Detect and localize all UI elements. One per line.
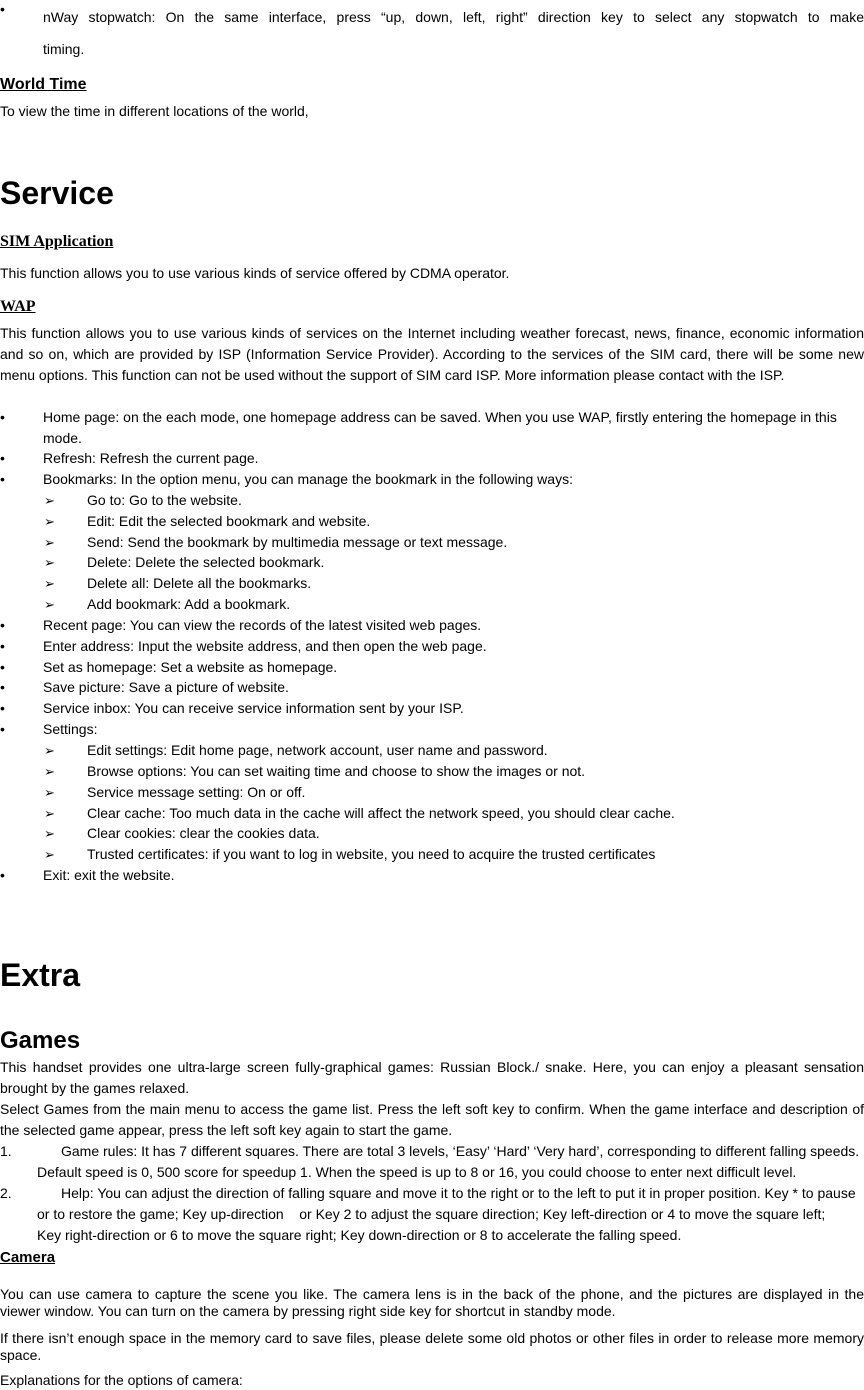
rule-2-line-3: Key right-direction or 6 to move the square right; Key down-direction or 8 to accelerate the falling speed. [37, 1227, 682, 1243]
edit-settings-text: Edit settings: Edit home page, network account, user name and password. [87, 742, 548, 758]
home-page-text: Home page: on the each mode, one homepage address can be saved. When you use WAP, firstly entering the homepage in this mode. [43, 409, 837, 446]
bullet-bookmarks [0, 469, 864, 490]
arrow-bullet-icon: ➢ [44, 847, 55, 862]
sub-clear-cookies [0, 823, 864, 844]
arrow-bullet-icon: ➢ [44, 597, 55, 612]
bullet-settings [0, 719, 864, 740]
browse-options-text: Browse options: You can set waiting time and choose to show the images or not. [87, 763, 586, 779]
camera-paragraph-3: Explanations for the options of camera: [0, 1372, 243, 1388]
go-to-text: Go to: Go to the website. [87, 492, 242, 508]
sub-delete [0, 552, 864, 573]
arrow-bullet-icon: ➢ [44, 743, 55, 758]
bullet-save-picture [0, 677, 864, 698]
nway-line-1: nWay stopwatch: On the same interface, press “up, down, left, right” direction key to select any stopwatch to make [43, 9, 864, 25]
recent-page-text: Recent page: You can view the records of the latest visited web pages. [43, 617, 482, 633]
extra-heading: Extra [0, 957, 81, 993]
sub-go-to [0, 490, 864, 511]
rule-2-line-1: Help: You can adjust the direction of falling square and move it to the right or to the left to put it in proper position. Key * to pause [61, 1185, 856, 1201]
arrow-bullet-icon: ➢ [44, 785, 55, 800]
games-paragraph-2: Select Games from the main menu to access the game list. Press the left soft key to confirm. When the game interface and description of the selected game appear, press the left soft key again to start the game. [0, 1101, 864, 1138]
sub-delete-all [0, 573, 864, 594]
bullet-service-inbox [0, 698, 864, 719]
world-time-text: To view the time in different locations of the world, [0, 103, 309, 119]
bullet-dot-icon: • [0, 638, 5, 654]
refresh-text: Refresh: Refresh the current page. [43, 450, 259, 466]
save-picture-text: Save picture: Save a picture of website. [43, 679, 289, 695]
sim-application-text: This function allows you to use various kinds of service offered by CDMA operator. [0, 265, 510, 281]
bullet-enter-address [0, 636, 864, 657]
arrow-bullet-icon: ➢ [44, 806, 55, 821]
clear-cache-text: Clear cache: Too much data in the cache will affect the network speed, you should clear cache. [87, 805, 675, 821]
nway-line-2: timing. [43, 41, 85, 57]
bullet-refresh [0, 448, 864, 469]
rule-1-number: 1. [0, 1143, 12, 1159]
camera-heading [0, 1248, 864, 1268]
sub-edit [0, 511, 864, 532]
set-homepage-text: Set as homepage: Set a website as homepage. [43, 659, 338, 675]
trusted-certificates-text: Trusted certificates: if you want to log in website, you need to acquire the trusted certificates [87, 846, 656, 862]
bullet-dot-icon: • [0, 450, 5, 466]
bullet-dot-icon: • [0, 659, 5, 675]
bullet-dot-icon: • [0, 679, 5, 695]
rule-1-line-1: Game rules: It has 7 different squares. There are total 3 levels, ‘Easy’ ‘Hard’ ‘Very hard’, corresponding to different falling speeds. [61, 1143, 860, 1159]
clear-cookies-text: Clear cookies: clear the cookies data. [87, 825, 320, 841]
exit-text: Exit: exit the website. [43, 867, 175, 883]
sub-edit-settings [0, 740, 864, 761]
bullet-dot-icon: • [0, 1, 5, 17]
arrow-bullet-icon: ➢ [44, 826, 55, 841]
delete-all-text: Delete all: Delete all the bookmarks. [87, 575, 312, 591]
game-rules-item [0, 1141, 864, 1183]
bullet-dot-icon: • [0, 721, 5, 737]
games-paragraph-1: This handset provides one ultra-large screen fully-graphical games: Russian Block./ snake. Here, you can enjoy a pleasant sensation brought by the games relaxed. [0, 1059, 864, 1096]
arrow-bullet-icon: ➢ [44, 764, 55, 779]
bullet-dot-icon: • [0, 867, 5, 883]
sub-send [0, 532, 864, 553]
service-inbox-text: Service inbox: You can receive service information sent by your ISP. [43, 700, 464, 716]
rule-1-line-2: Default speed is 0, 500 score for speedup 1. When the speed is up to 8 or 16, you could choose to enter next difficult level. [37, 1164, 797, 1180]
send-text: Send: Send the bookmark by multimedia message or text message. [87, 534, 508, 550]
wap-paragraph: This function allows you to use various kinds of services on the Internet including weather forecast, news, finance, economic information and so on, which are provided by ISP (Information Service Provider). According to the services of the SIM card, there will be some new menu options. This function can not be used without the support of SIM card ISP. More information please contact with the ISP. [0, 325, 864, 383]
world-time-heading: World Time [0, 76, 87, 93]
sub-browse-options [0, 761, 864, 782]
service-heading: Service [0, 175, 114, 211]
arrow-bullet-icon: ➢ [44, 576, 55, 591]
games-heading: Games [0, 1027, 81, 1054]
bullet-recent-page [0, 615, 864, 636]
bullet-nway-stopwatch [0, 0, 864, 57]
bullet-dot-icon: • [0, 471, 5, 487]
service-message-text: Service message setting: On or off. [87, 784, 306, 800]
bullet-dot-icon: • [0, 409, 5, 425]
sub-add-bookmark [0, 594, 864, 615]
game-help-item [0, 1183, 864, 1246]
sim-application-heading: SIM Application [0, 233, 114, 250]
bullet-dot-icon: • [0, 617, 5, 633]
settings-text: Settings: [43, 721, 98, 737]
arrow-bullet-icon: ➢ [44, 493, 55, 508]
add-bookmark-text: Add bookmark: Add a bookmark. [87, 596, 291, 612]
sub-clear-cache [0, 803, 864, 824]
camera-paragraph-1: You can use camera to capture the scene you like. The camera lens is in the back of the phone, and the pictures are displayed in the viewer window. You can turn on the camera by pressing right side key for shortcut in standby mode. [0, 1286, 864, 1319]
wap-heading: WAP [0, 298, 36, 315]
sub-trusted-certificates [0, 844, 864, 865]
edit-text: Edit: Edit the selected bookmark and website. [87, 513, 371, 529]
sub-service-message [0, 782, 864, 803]
enter-address-text: Enter address: Input the website address, and then open the web page. [43, 638, 487, 654]
camera-heading-text: Camera [0, 1249, 56, 1266]
rule-2-number: 2. [0, 1185, 12, 1201]
camera-paragraph-2: If there isn’t enough space in the memory card to save files, please delete some old photos or other files in order to release more memory space. [0, 1330, 864, 1363]
arrow-bullet-icon: ➢ [44, 555, 55, 570]
bullet-dot-icon: • [0, 700, 5, 716]
rule-2-line-2: or to restore the game; Key up-direction or Key 2 to adjust the square direction; Key left-direction or 4 to move the square left; [37, 1206, 826, 1222]
arrow-bullet-icon: ➢ [44, 535, 55, 550]
bullet-home-page [0, 407, 864, 449]
delete-text: Delete: Delete the selected bookmark. [87, 554, 325, 570]
bullet-exit [0, 865, 864, 886]
arrow-bullet-icon: ➢ [44, 514, 55, 529]
bookmarks-text: Bookmarks: In the option menu, you can manage the bookmark in the following ways: [43, 471, 573, 487]
bullet-set-homepage [0, 657, 864, 678]
